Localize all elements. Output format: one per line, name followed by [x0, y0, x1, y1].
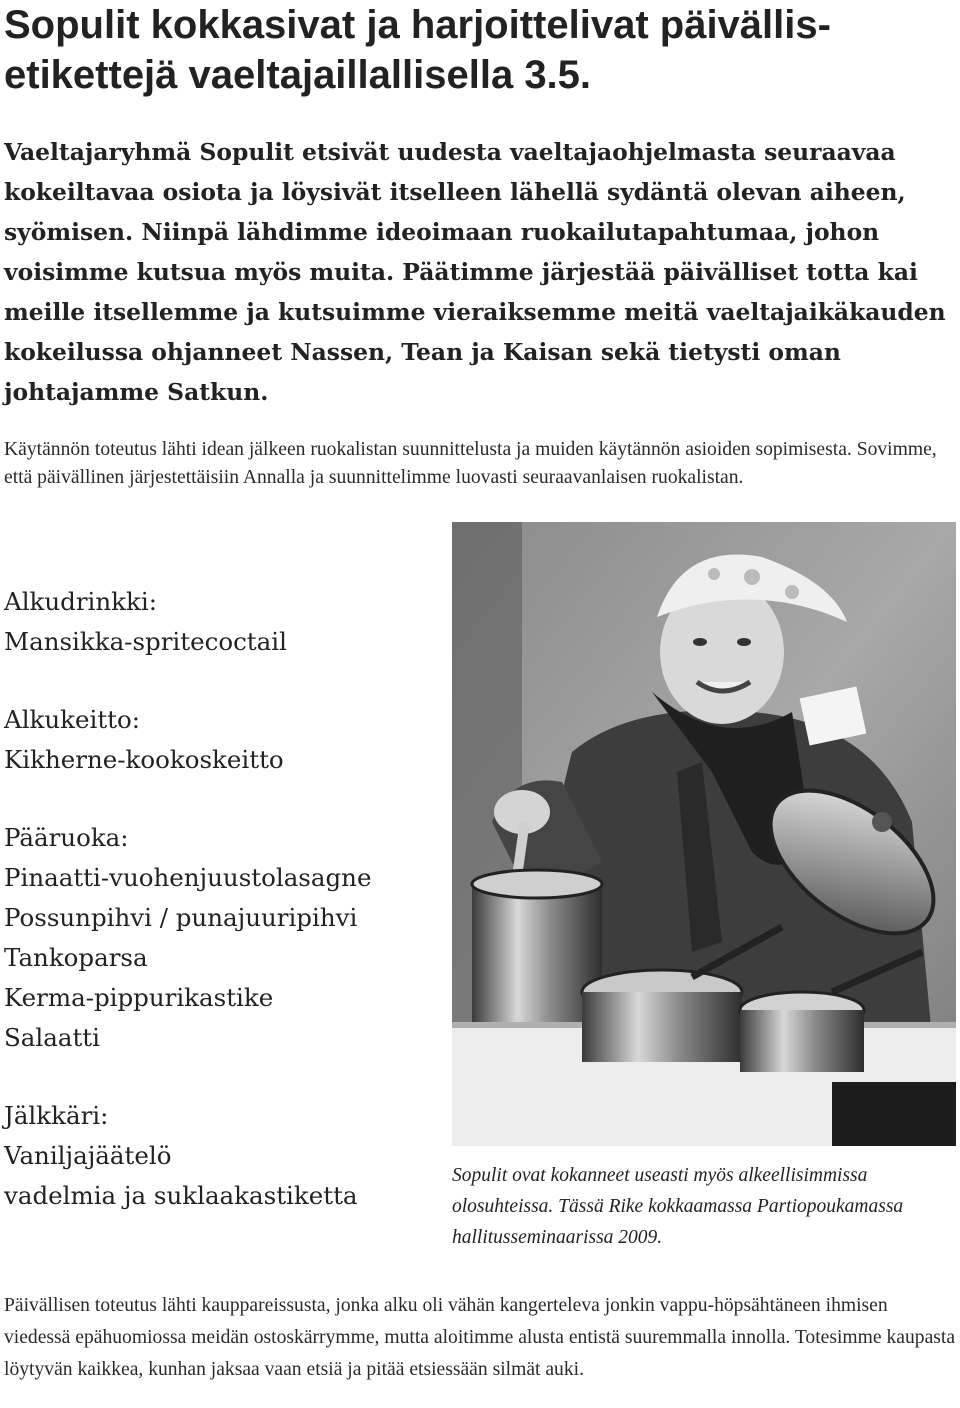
- menu-section-dessert: [4, 1096, 444, 1216]
- menu-heading: Pääruoka:: [4, 823, 129, 852]
- menu-item: Salaatti: [4, 1023, 100, 1052]
- menu-item: vadelmia ja suklaakastiketta: [4, 1181, 358, 1210]
- menu-item: Possunpihvi / punajuuripihvi: [4, 903, 358, 932]
- menu-item: Vaniljajäätelö: [4, 1141, 172, 1170]
- menu-item: Kerma-pippurikastike: [4, 983, 274, 1012]
- menu-list: [4, 582, 444, 1216]
- article-title: Sopulit kokkasivat ja harjoittelivat päivällisetikettejä vaeltajaillallisella 3.5.: [4, 3, 831, 97]
- menu-item: Tankoparsa: [4, 943, 148, 972]
- cooking-photo-illustration: [452, 522, 956, 1146]
- menu-section-drink: [4, 582, 444, 662]
- menu-item: Pinaatti-vuohenjuustolasagne: [4, 863, 372, 892]
- menu-item: Mansikka-spritecoctail: [4, 627, 287, 656]
- menu-heading: Jälkkäri:: [4, 1101, 109, 1130]
- menu-heading: Alkudrinkki:: [4, 587, 157, 616]
- menu-section-soup: [4, 700, 444, 780]
- body-paragraph-planning: Käytännön toteutus lähti idean jälkeen ruokalistan suunnittelusta ja muiden käytännön asioiden sopimisesta. Sovimme, että päivällinen järjestettäisiin Annalla ja suunnittelimme luovasti seuraavanlaisen ruokalistan.: [4, 439, 937, 488]
- lead-paragraph: Vaeltajaryhmä Sopulit etsivät uudesta vaeltajaohjelmasta seuraavaa kokeiltavaa osiota ja löysivät itselleen lähellä sydäntä olevan aiheen, syömisen. Niinpä lähdimme ideoimaan ruokailutapahtumaa, johon voisimme kutsua myös muita. Päätimme järjestää päivälliset totta kai meille itsellemme ja kutsuimme vieraiksemme meitä vaeltajaikäkauden kokeilussa ohjanneet Nassen, Tean ja Kaisan sekä tietysti oman johtajamme Satkun.: [4, 138, 946, 406]
- menu-heading: Alkukeitto:: [4, 705, 141, 734]
- menu-item: Kikherne-kookoskeitto: [4, 745, 284, 774]
- photo-caption: Sopulit ovat kokanneet useasti myös alkeellisimmissa olosuhteissa. Tässä Rike kokkaamassa Partiopoukamassa hallitusseminaarissa 2009.: [452, 1165, 904, 1248]
- menu-section-main: [4, 818, 444, 1058]
- cooking-photo: [452, 522, 956, 1146]
- body-paragraph-shopping: Päivällisen toteutus lähti kauppareissusta, jonka alku oli vähän kangerteleva jonkin vappu-höpsähtäneen ihmisen viedessä epähuomiossa meidän ostoskärrymme, mutta aloitimme alusta entistä suuremmalla innolla. Totesimme kaupasta löytyvän kaikkea, kunhan jaksaa vaan etsiä ja pitää etsiessään silmät auki.: [4, 1295, 956, 1380]
